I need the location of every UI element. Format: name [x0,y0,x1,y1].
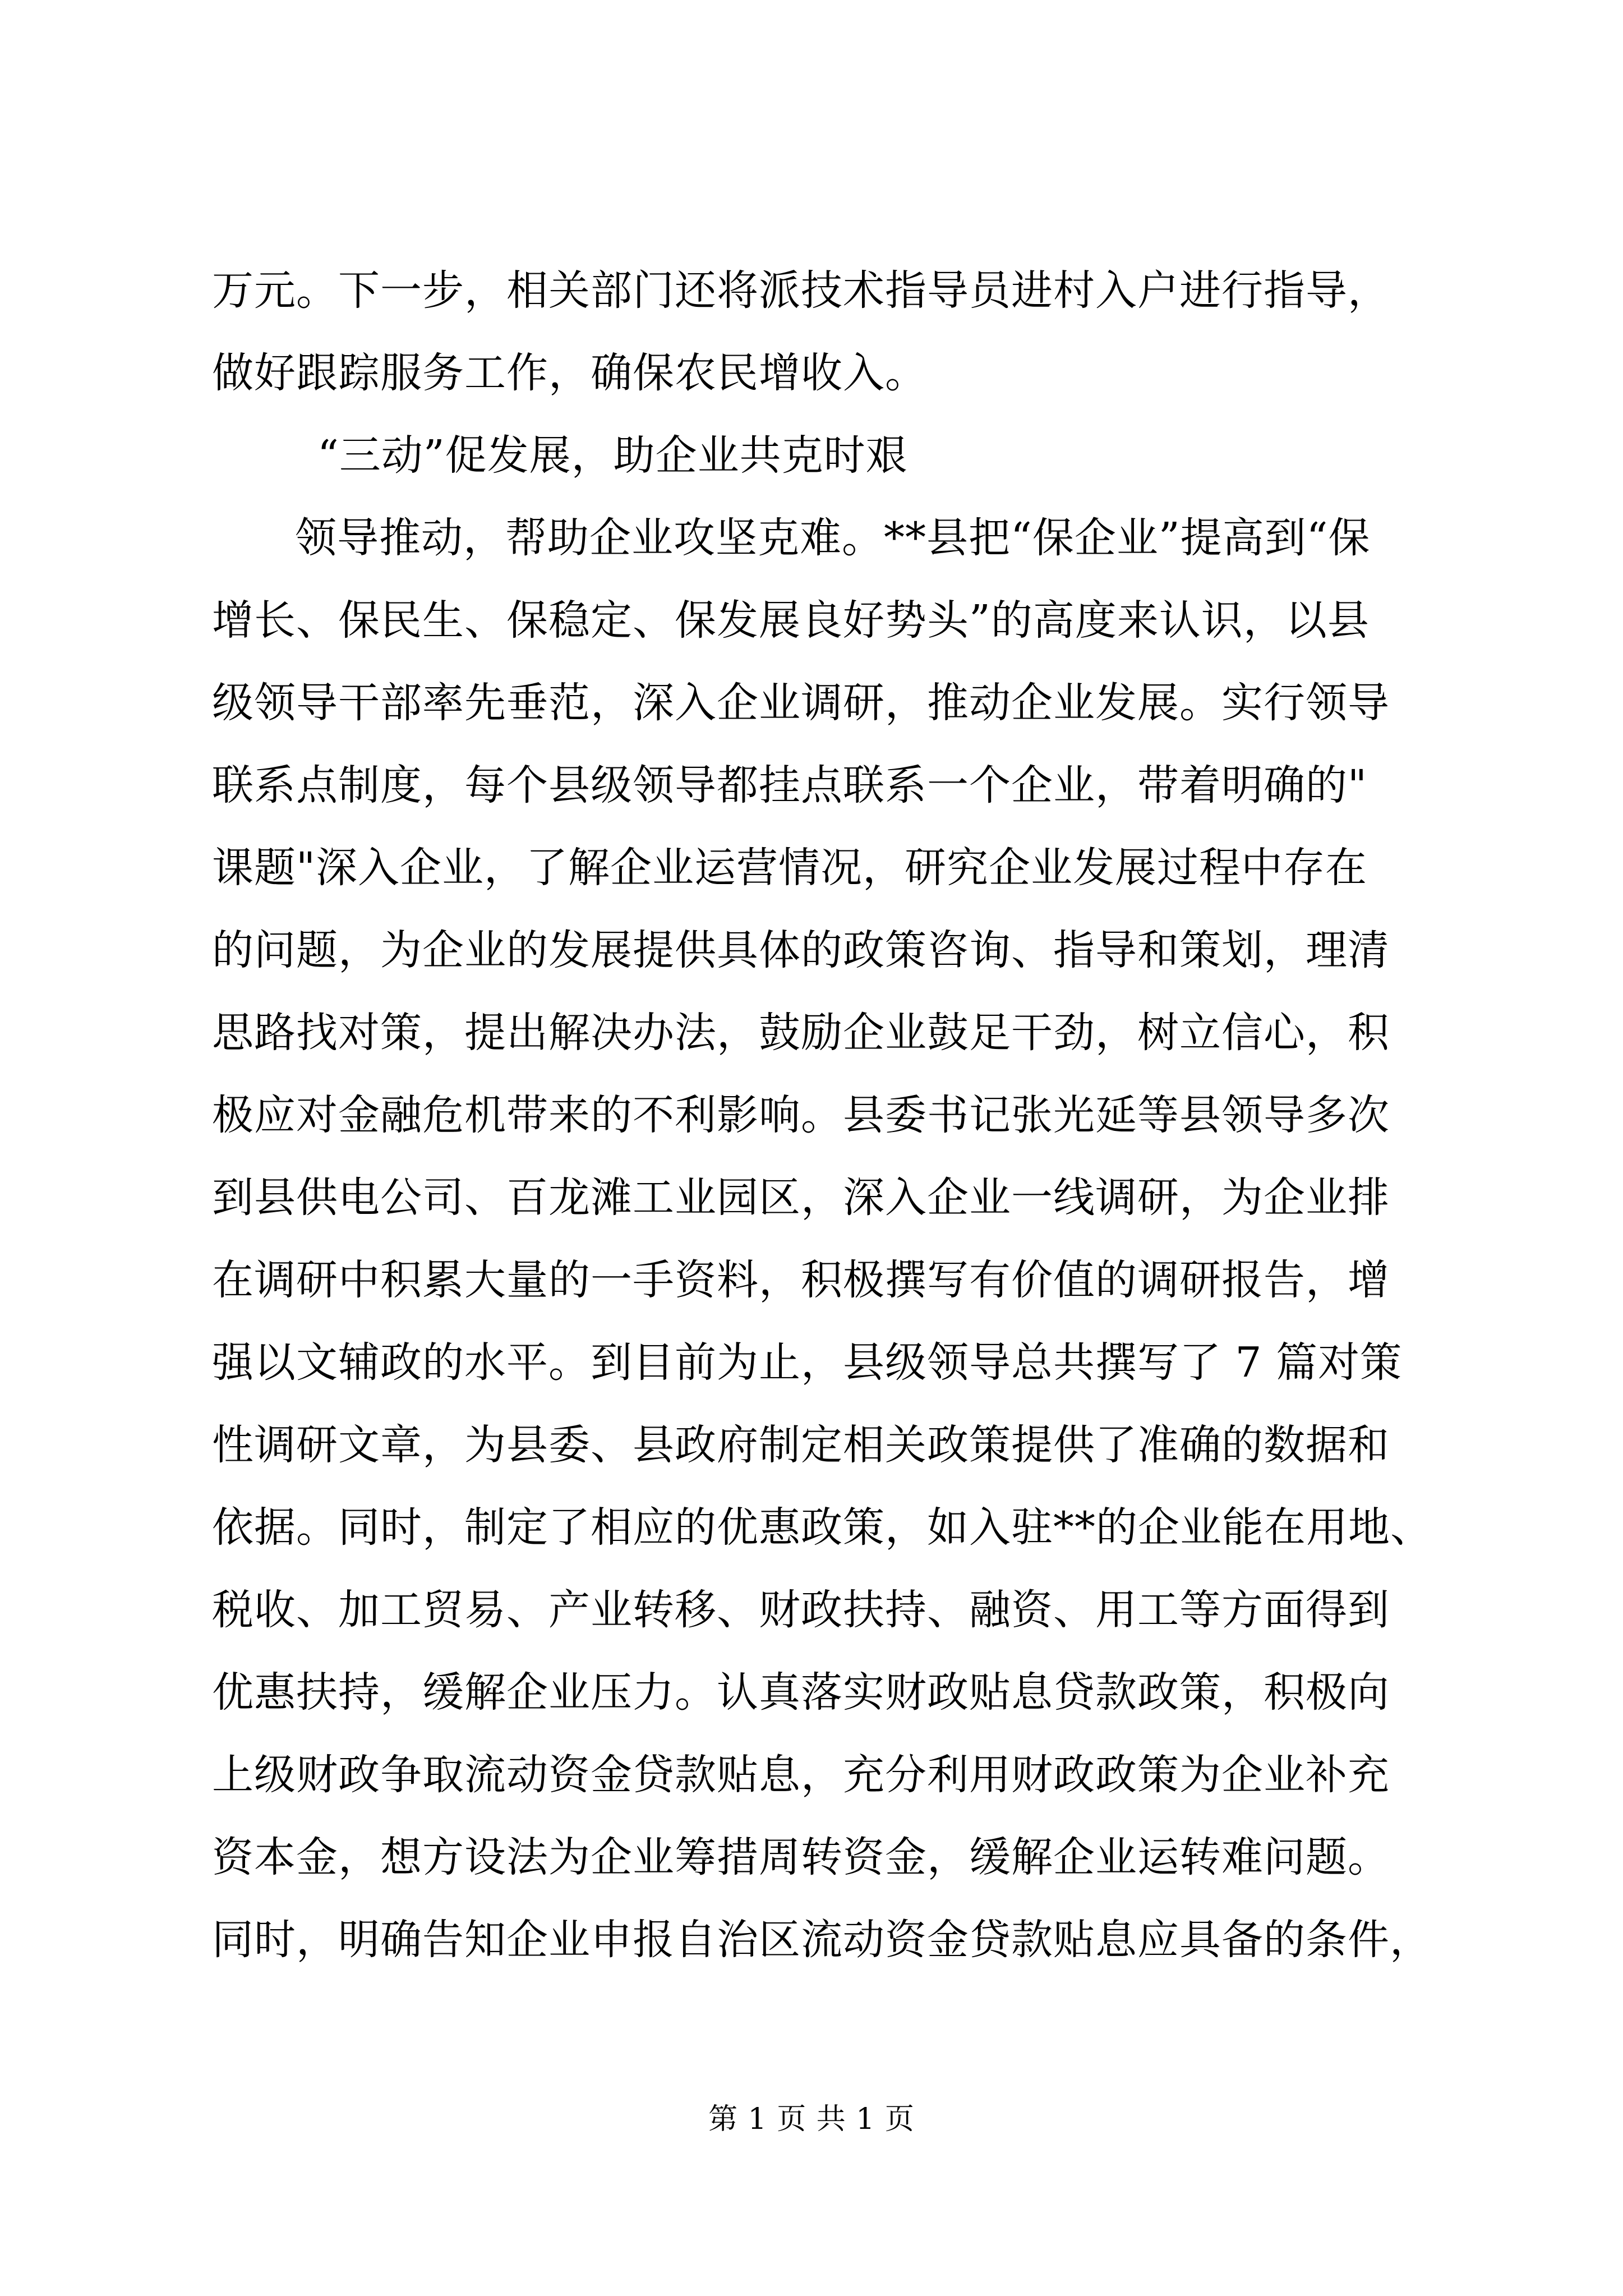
paragraph-line: 级领导干部率先垂范，深入企业调研，推动企业发展。实行领导 [212,679,1390,727]
paragraph-line: 强以文辅政的水平。到目前为止，县级领导总共撰写了 7 篇对策 [212,1338,1403,1387]
section-heading: “三动”促发展，助企业共克时艰 [317,431,908,480]
paragraph-line: 联系点制度，每个县级领导都挂点联系一个企业，带着明确的" [212,761,1368,809]
paragraph-line: 上级财政争取流动资金贷款贴息，充分利用财政政策为企业补充 [212,1751,1390,1799]
paragraph-line: 思路找对策，提出解决办法，鼓励企业鼓足干劲，树立信心，积 [212,1009,1390,1057]
page-footer: 第 1 页 共 1 页 [708,2102,915,2136]
paragraph-line: 到县供电公司、百龙滩工业园区，深入企业一线调研，为企业排 [212,1174,1390,1222]
paragraph-line: 万元。下一步，相关部门还将派技术指导员进村入户进行指导， [212,266,1390,315]
paragraph-line: 领导推动，帮助企业攻坚克难。**县把“保企业”提高到“保 [295,514,1371,562]
paragraph-line: 性调研文章，为县委、县政府制定相关政策提供了准确的数据和 [212,1421,1390,1469]
paragraph-line: 资本金，想方设法为企业筹措周转资金，缓解企业运转难问题。 [212,1833,1390,1881]
paragraph-line: 增长、保民生、保稳定、保发展良好势头”的高度来认识，以县 [212,596,1370,645]
paragraph-line: 优惠扶持，缓解企业压力。认真落实财政贴息贷款政策，积极向 [212,1668,1390,1717]
paragraph-line: 同时，明确告知企业申报自治区流动资金贷款贴息应具备的条件， [212,1916,1432,1964]
paragraph-line: 课题"深入企业，了解企业运营情况，研究企业发展过程中存在 [212,844,1368,892]
paragraph-line: 做好跟踪服务工作，确保农民增收入。 [212,349,927,397]
paragraph-line: 依据。同时，制定了相应的优惠政策，如入驻**的企业能在用地、 [212,1503,1432,1552]
paragraph-line: 税收、加工贸易、产业转移、财政扶持、融资、用工等方面得到 [212,1586,1390,1634]
paragraph-line: 在调研中积累大量的一手资料，积极撰写有价值的调研报告，增 [212,1256,1390,1304]
paragraph-line: 的问题，为企业的发展提供具体的政策咨询、指导和策划，理清 [212,926,1390,974]
document-body [212,250,1432,1981]
paragraph-line: 极应对金融危机带来的不利影响。县委书记张光延等县领导多次 [212,1091,1390,1139]
